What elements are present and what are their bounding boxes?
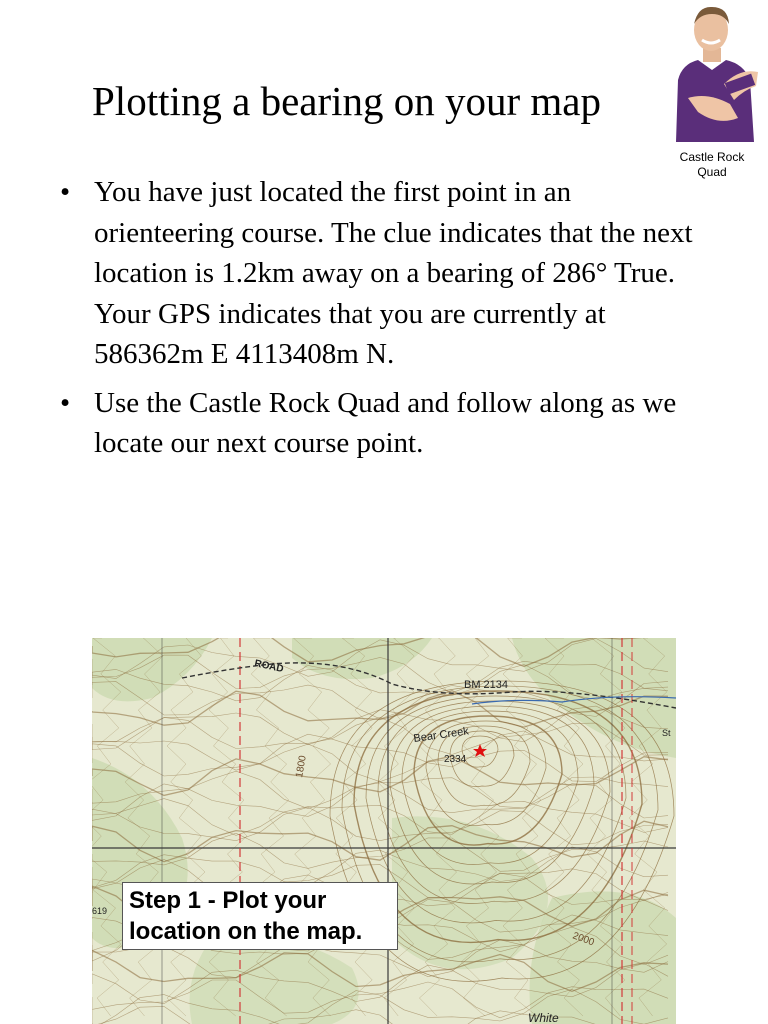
contour-label: 1800: [294, 754, 309, 779]
bullet-marker: •: [60, 386, 71, 419]
presenter-illustration: [668, 0, 762, 142]
caption-line-2: Quad: [697, 165, 727, 179]
creek-label: Bear Creek: [412, 725, 470, 745]
step-label: [122, 882, 398, 950]
bullet-item: [60, 172, 710, 375]
bullet-text: You have just located the first point in an orienteering course. The clue indicates that the next location is 1.2km away on a bearing of 286° True. Your GPS indicates that you are currently at 586362m E 4113408m N.: [94, 176, 693, 370]
edge-label: St: [662, 728, 671, 738]
place-label: White: [528, 1011, 559, 1024]
topographic-map: [92, 638, 676, 1024]
edge-label: 619: [92, 906, 108, 916]
bullet-text: Use the Castle Rock Quad and follow along as we locate our next course point.: [94, 386, 677, 459]
caption-line-1: Castle Rock: [679, 150, 745, 164]
bullet-list: [60, 172, 710, 472]
step-label-line-2: location on the map.: [129, 918, 363, 945]
bullet-marker: •: [60, 176, 71, 208]
slide-title: Plotting a bearing on your map: [92, 78, 601, 124]
bullet-item: [60, 383, 710, 464]
contour-label: 2000: [570, 930, 596, 949]
presenter-image: [668, 0, 762, 142]
step-label-line-1: Step 1 - Plot your: [129, 887, 327, 914]
elevation-label: 2334: [444, 754, 467, 765]
benchmark-label: BM 2134: [464, 679, 509, 691]
road-label: ROAD: [253, 658, 285, 676]
topographic-map-drawing: [92, 638, 676, 1024]
